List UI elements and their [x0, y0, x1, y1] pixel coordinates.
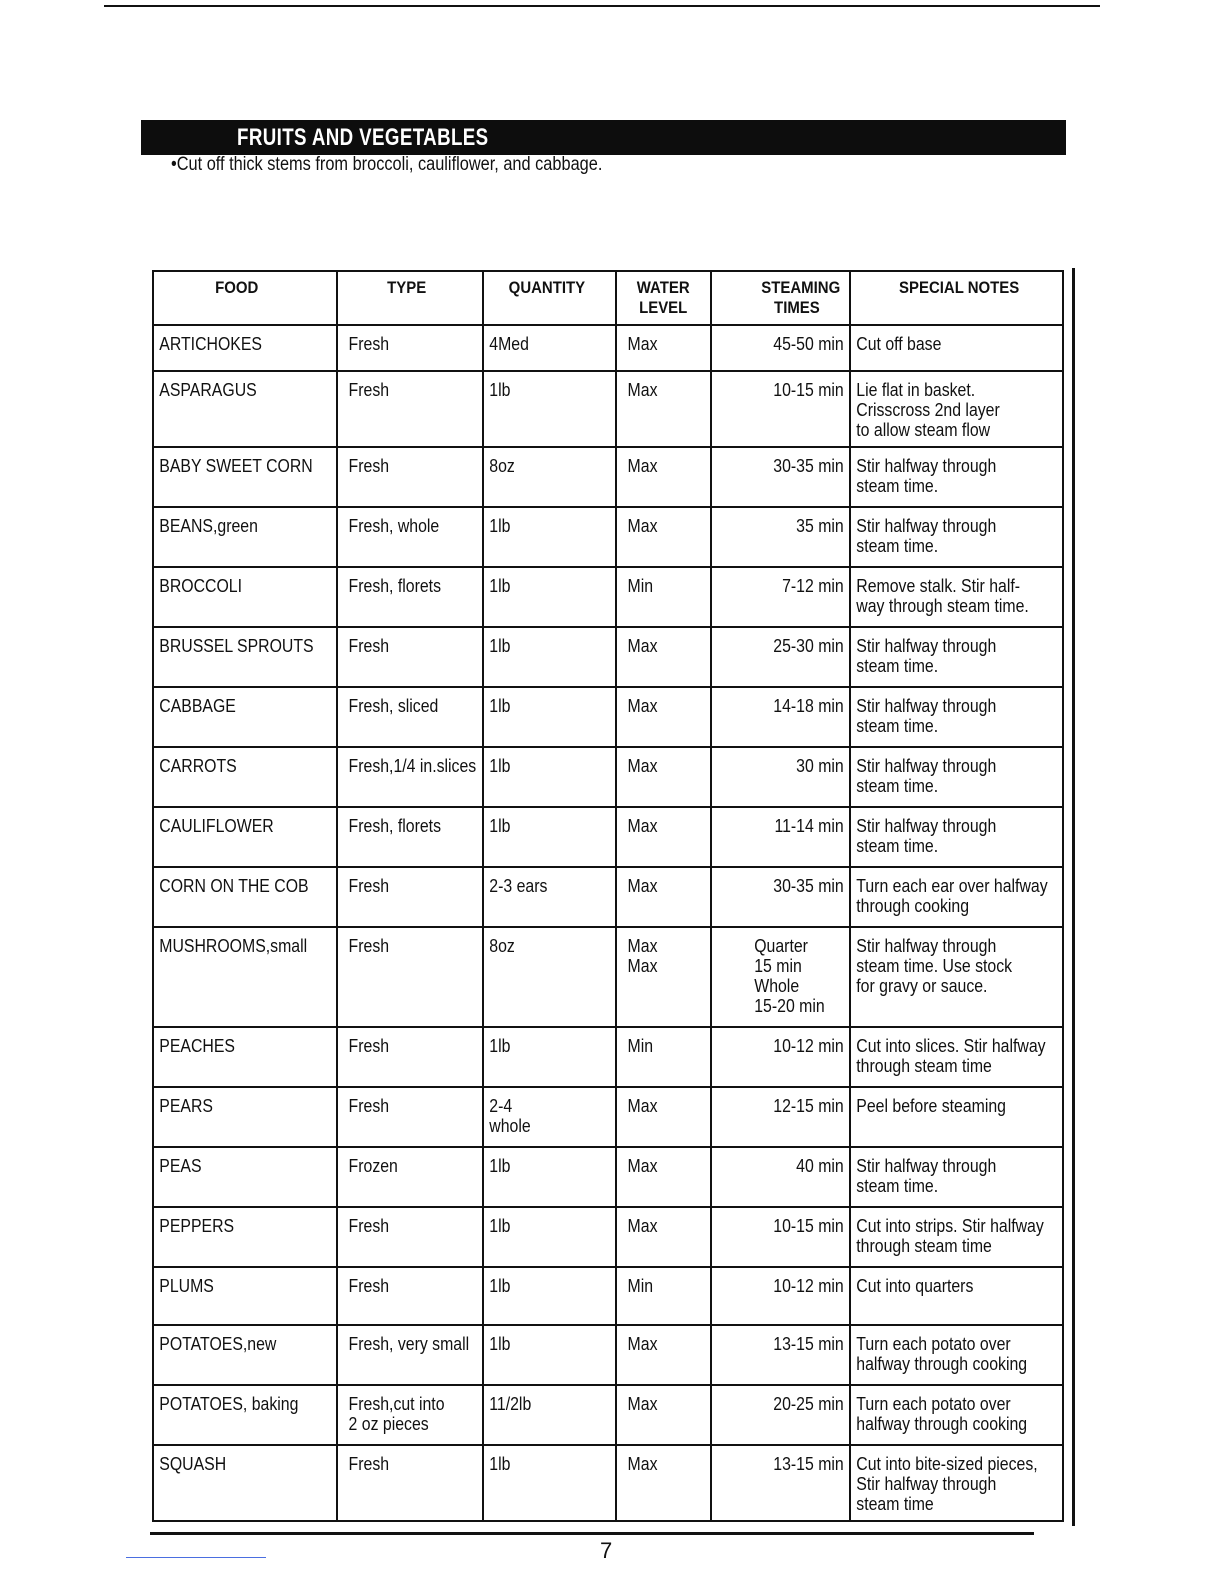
quantity-cell — [483, 747, 616, 807]
notes-cell — [850, 325, 1063, 371]
table-row — [153, 325, 1063, 371]
water-level-cell — [616, 567, 711, 627]
cell-line: Fresh, florets — [348, 576, 441, 596]
type-cell — [337, 627, 483, 687]
steaming-time-cell — [711, 325, 850, 371]
cell-line: Fresh, very small — [348, 1334, 470, 1354]
table-row — [153, 1027, 1063, 1087]
cell-line: 40 min — [796, 1156, 844, 1176]
cell-line: 10-15 min — [773, 380, 844, 400]
cell-line: steam time. — [856, 836, 939, 856]
cell-line: 1lb — [489, 576, 511, 596]
cell-line: Fresh — [348, 380, 390, 400]
cell-line: steam time. — [856, 656, 939, 676]
notes-cell — [850, 807, 1063, 867]
cell-line: 1lb — [489, 816, 511, 836]
cell-line: 7-12 min — [782, 576, 844, 596]
notes-cell — [850, 1325, 1063, 1385]
table-row — [153, 1385, 1063, 1445]
quantity-cell — [483, 807, 616, 867]
type-cell — [337, 807, 483, 867]
cell-line: 10-12 min — [773, 1036, 844, 1056]
notes-cell — [850, 567, 1063, 627]
notes-cell — [850, 1445, 1063, 1521]
food-cell: PEACHES — [153, 1027, 337, 1087]
table-row — [153, 1087, 1063, 1147]
cell-line: Lie flat in basket. — [856, 380, 976, 400]
steaming-time-cell — [711, 371, 850, 447]
cell-line: Fresh — [348, 334, 390, 354]
water-level-cell — [616, 1087, 711, 1147]
cell-line: Fresh — [348, 456, 390, 476]
steaming-time-cell — [711, 1027, 850, 1087]
water-level-cell — [616, 747, 711, 807]
type-cell — [337, 447, 483, 507]
cell-line: Cut into slices. Stir halfway — [856, 1036, 1046, 1056]
cell-line: steam time. — [856, 536, 939, 556]
cell-line: Fresh — [348, 936, 390, 956]
cell-line: halfway through cooking — [856, 1414, 1028, 1434]
food-cell: PEPPERS — [153, 1207, 337, 1267]
cell-line: Frozen — [348, 1156, 398, 1176]
notes-cell — [850, 447, 1063, 507]
food-cell: MUSHROOMS,small — [153, 927, 337, 1027]
notes-cell — [850, 1267, 1063, 1325]
cell-line: Fresh,1/4 in.slices — [348, 756, 477, 776]
type-cell — [337, 867, 483, 927]
food-cell: ARTICHOKES — [153, 325, 337, 371]
table-row — [153, 507, 1063, 567]
table-row — [153, 807, 1063, 867]
cell-line: 1lb — [489, 516, 511, 536]
cell-line: Turn each ear over halfway — [856, 876, 1048, 896]
type-cell — [337, 1027, 483, 1087]
page-number: 7 — [600, 1538, 613, 1563]
notes-cell — [850, 1087, 1063, 1147]
cell-line: Max — [627, 1454, 658, 1474]
quantity-cell — [483, 1207, 616, 1267]
steaming-time-cell — [711, 1385, 850, 1445]
cell-line: 25-30 min — [773, 636, 844, 656]
intro-bullet: •Cut off thick stems from broccoli, cauliflower, and cabbage. — [171, 154, 603, 175]
cell-line: Fresh, sliced — [348, 696, 439, 716]
water-level-cell — [616, 1385, 711, 1445]
type-cell — [337, 371, 483, 447]
cell-line: Max — [627, 816, 658, 836]
cell-line: Max — [627, 696, 658, 716]
cell-line: 15 min — [754, 956, 802, 976]
cell-line: for gravy or sauce. — [856, 976, 988, 996]
header-water-level: WATER LEVEL — [616, 271, 711, 325]
water-level-cell — [616, 627, 711, 687]
steaming-table — [152, 270, 1064, 1522]
food-cell: POTATOES, baking — [153, 1385, 337, 1445]
water-level-cell — [616, 447, 711, 507]
quantity-cell — [483, 627, 616, 687]
food-cell: ASPARAGUS — [153, 371, 337, 447]
table-row — [153, 867, 1063, 927]
cell-line: Max — [627, 1156, 658, 1176]
cell-line: steam time. — [856, 1176, 939, 1196]
food-cell: PEAS — [153, 1147, 337, 1207]
cell-line: 8oz — [489, 456, 515, 476]
cell-line: steam time — [856, 1494, 934, 1514]
food-cell: BABY SWEET CORN — [153, 447, 337, 507]
cell-line: 30-35 min — [773, 456, 844, 476]
notes-cell — [850, 687, 1063, 747]
quantity-cell — [483, 1087, 616, 1147]
cell-line: Cut into quarters — [856, 1276, 974, 1296]
steaming-time-cell — [711, 627, 850, 687]
food-cell: CAULIFLOWER — [153, 807, 337, 867]
cell-line: Quarter — [754, 936, 808, 956]
cell-line: Fresh,cut into — [348, 1394, 445, 1414]
type-cell — [337, 1087, 483, 1147]
type-cell — [337, 325, 483, 371]
steaming-time-cell — [711, 687, 850, 747]
cell-line: 12-15 min — [773, 1096, 844, 1116]
steaming-time-cell — [711, 447, 850, 507]
water-level-cell — [616, 507, 711, 567]
steaming-time-cell — [711, 1147, 850, 1207]
water-level-cell — [616, 1267, 711, 1325]
table-row — [153, 1267, 1063, 1325]
steaming-time-cell — [711, 1087, 850, 1147]
section-title: FRUITS AND VEGETABLES — [237, 124, 489, 151]
quantity-cell — [483, 507, 616, 567]
food-cell: BRUSSEL SPROUTS — [153, 627, 337, 687]
type-cell — [337, 1207, 483, 1267]
header-quantity: QUANTITY — [483, 271, 616, 325]
type-cell — [337, 507, 483, 567]
quantity-cell — [483, 1267, 616, 1325]
cell-line: Max — [627, 1216, 658, 1236]
notes-cell — [850, 627, 1063, 687]
table-row — [153, 1325, 1063, 1385]
cell-line: Crisscross 2nd layer — [856, 400, 1000, 420]
steaming-time-cell — [711, 1325, 850, 1385]
table-row — [153, 1445, 1063, 1521]
cell-line: steam time. Use stock — [856, 956, 1013, 976]
quantity-cell — [483, 867, 616, 927]
type-cell — [337, 747, 483, 807]
cell-line: 30 min — [796, 756, 844, 776]
quantity-cell — [483, 1027, 616, 1087]
cell-line: 1lb — [489, 1036, 511, 1056]
cell-line: 11/2lb — [489, 1394, 532, 1414]
cell-line: steam time. — [856, 716, 939, 736]
quantity-cell — [483, 1385, 616, 1445]
quantity-cell — [483, 687, 616, 747]
notes-cell — [850, 927, 1063, 1027]
table-row — [153, 927, 1063, 1027]
cell-line: steam time. — [856, 476, 939, 496]
notes-cell — [850, 1147, 1063, 1207]
steaming-time-cell — [711, 1207, 850, 1267]
cell-line: Max — [627, 334, 658, 354]
cell-line: 35 min — [796, 516, 844, 536]
cell-line: Whole — [754, 976, 800, 996]
cell-line: Max — [627, 516, 658, 536]
cell-line: Fresh — [348, 1454, 390, 1474]
cell-line: Fresh — [348, 876, 390, 896]
cell-line: to allow steam flow — [856, 420, 991, 440]
water-level-cell — [616, 807, 711, 867]
table-row — [153, 567, 1063, 627]
cell-line: Max — [627, 756, 658, 776]
food-cell: BROCCOLI — [153, 567, 337, 627]
table-row — [153, 447, 1063, 507]
water-level-cell — [616, 1325, 711, 1385]
cell-line: Turn each potato over — [856, 1334, 1011, 1354]
water-level-cell — [616, 1147, 711, 1207]
cell-line: 14-18 min — [773, 696, 844, 716]
quantity-cell — [483, 1325, 616, 1385]
table-row — [153, 747, 1063, 807]
cell-line: through steam time — [856, 1236, 992, 1256]
cell-line: Max — [627, 936, 658, 956]
food-cell: CORN ON THE COB — [153, 867, 337, 927]
steaming-time-cell — [711, 507, 850, 567]
cell-line: Max — [627, 1334, 658, 1354]
notes-cell — [850, 371, 1063, 447]
cell-line: 10-12 min — [773, 1276, 844, 1296]
cell-line: Stir halfway through — [856, 456, 997, 476]
quantity-cell — [483, 371, 616, 447]
type-cell — [337, 927, 483, 1027]
cell-line: Peel before steaming — [856, 1096, 1006, 1116]
cell-line: Min — [627, 1276, 654, 1296]
table-outer-right-rule — [1072, 268, 1075, 1526]
table-row — [153, 1147, 1063, 1207]
cell-line: Fresh — [348, 1036, 390, 1056]
cell-line: Fresh — [348, 636, 390, 656]
food-cell: BEANS,green — [153, 507, 337, 567]
type-cell — [337, 1385, 483, 1445]
food-cell: PEARS — [153, 1087, 337, 1147]
cell-line: 45-50 min — [773, 334, 844, 354]
water-level-cell — [616, 1445, 711, 1521]
type-cell — [337, 1147, 483, 1207]
cell-line: Stir halfway through — [856, 1474, 997, 1494]
header-type: TYPE — [337, 271, 483, 325]
steaming-time-cell — [711, 1445, 850, 1521]
table-row — [153, 371, 1063, 447]
top-rule — [104, 5, 1100, 7]
food-cell: PLUMS — [153, 1267, 337, 1325]
header-special-notes: SPECIAL NOTES — [850, 271, 1063, 325]
table-outer-bottom-rule — [150, 1532, 1034, 1535]
cell-line: Turn each potato over — [856, 1394, 1011, 1414]
steaming-time-cell — [711, 807, 850, 867]
cell-line: Max — [627, 876, 658, 896]
section-header-bar — [141, 120, 1066, 155]
cell-line: through steam time — [856, 1056, 992, 1076]
table-row — [153, 1207, 1063, 1267]
table-row — [153, 627, 1063, 687]
water-level-cell — [616, 1027, 711, 1087]
cell-line: 1lb — [489, 636, 511, 656]
cell-line: 1lb — [489, 1156, 511, 1176]
cell-line: Max — [627, 956, 658, 976]
cell-line: Cut off base — [856, 334, 942, 354]
notes-cell — [850, 1385, 1063, 1445]
water-level-cell — [616, 325, 711, 371]
cell-line: Stir halfway through — [856, 516, 997, 536]
cell-line: Min — [627, 1036, 654, 1056]
header-food: FOOD — [153, 271, 337, 325]
cell-line: Max — [627, 1394, 658, 1414]
cell-line: 15-20 min — [754, 996, 825, 1016]
quantity-cell — [483, 1445, 616, 1521]
cell-line: 10-15 min — [773, 1216, 844, 1236]
food-cell: CARROTS — [153, 747, 337, 807]
cell-line: 1lb — [489, 380, 511, 400]
cell-line: Max — [627, 1096, 658, 1116]
cell-line: 30-35 min — [773, 876, 844, 896]
cell-line: 1lb — [489, 756, 511, 776]
cell-line: 1lb — [489, 696, 511, 716]
cell-line: Remove stalk. Stir half- — [856, 576, 1021, 596]
cell-line: Stir halfway through — [856, 816, 997, 836]
cell-line: 1lb — [489, 1216, 511, 1236]
food-cell: SQUASH — [153, 1445, 337, 1521]
type-cell — [337, 567, 483, 627]
notes-cell — [850, 1027, 1063, 1087]
cell-line: Fresh, whole — [348, 516, 440, 536]
cell-line: Cut into bite-sized pieces, — [856, 1454, 1038, 1474]
notes-cell — [850, 867, 1063, 927]
cell-line: 1lb — [489, 1454, 511, 1474]
steaming-time-cell — [711, 867, 850, 927]
cell-line: 20-25 min — [773, 1394, 844, 1414]
cell-line: halfway through cooking — [856, 1354, 1028, 1374]
cell-line: Stir halfway through — [856, 936, 997, 956]
food-cell: POTATOES,new — [153, 1325, 337, 1385]
cell-line: 11-14 min — [774, 816, 844, 836]
steaming-time-cell — [711, 747, 850, 807]
water-level-cell — [616, 371, 711, 447]
cell-line: Max — [627, 636, 658, 656]
table-row — [153, 687, 1063, 747]
cell-line: way through steam time. — [856, 596, 1029, 616]
cell-line: Fresh, florets — [348, 816, 441, 836]
notes-cell — [850, 747, 1063, 807]
steaming-time-cell — [711, 567, 850, 627]
type-cell — [337, 687, 483, 747]
cell-line: Fresh — [348, 1276, 390, 1296]
cell-line: 4Med — [489, 334, 529, 354]
header-steaming-times: STEAMING TIMES — [711, 271, 850, 325]
steaming-time-cell — [711, 1267, 850, 1325]
table-header-row — [153, 271, 1063, 325]
cell-line: Stir halfway through — [856, 1156, 997, 1176]
cell-line: Min — [627, 576, 654, 596]
cell-line: through cooking — [856, 896, 970, 916]
cell-line: 2-4 — [489, 1096, 513, 1116]
notes-cell — [850, 507, 1063, 567]
water-level-cell — [616, 927, 711, 1027]
type-cell — [337, 1445, 483, 1521]
steaming-time-cell — [711, 927, 850, 1027]
cell-line: whole — [489, 1116, 531, 1136]
quantity-cell — [483, 1147, 616, 1207]
quantity-cell — [483, 927, 616, 1027]
cell-line: Fresh — [348, 1216, 390, 1236]
food-cell: CABBAGE — [153, 687, 337, 747]
cell-line: Max — [627, 456, 658, 476]
quantity-cell — [483, 447, 616, 507]
type-cell — [337, 1325, 483, 1385]
water-level-cell — [616, 687, 711, 747]
quantity-cell — [483, 325, 616, 371]
footer-link-rule — [126, 1557, 266, 1558]
cell-line: 13-15 min — [773, 1454, 844, 1474]
cell-line: Stir halfway through — [856, 756, 997, 776]
cell-line: 8oz — [489, 936, 515, 956]
cell-line: 1lb — [489, 1334, 511, 1354]
cell-line: steam time. — [856, 776, 939, 796]
notes-cell — [850, 1207, 1063, 1267]
cell-line: 1lb — [489, 1276, 511, 1296]
type-cell — [337, 1267, 483, 1325]
cell-line: 2 oz pieces — [348, 1414, 429, 1434]
cell-line: Stir halfway through — [856, 636, 997, 656]
cell-line: Fresh — [348, 1096, 390, 1116]
cell-line: 13-15 min — [773, 1334, 844, 1354]
cell-line: Max — [627, 380, 658, 400]
water-level-cell — [616, 1207, 711, 1267]
quantity-cell — [483, 567, 616, 627]
cell-line: Stir halfway through — [856, 696, 997, 716]
cell-line: Cut into strips. Stir halfway — [856, 1216, 1044, 1236]
cell-line: 2-3 ears — [489, 876, 548, 896]
water-level-cell — [616, 867, 711, 927]
table-body — [153, 325, 1063, 1521]
